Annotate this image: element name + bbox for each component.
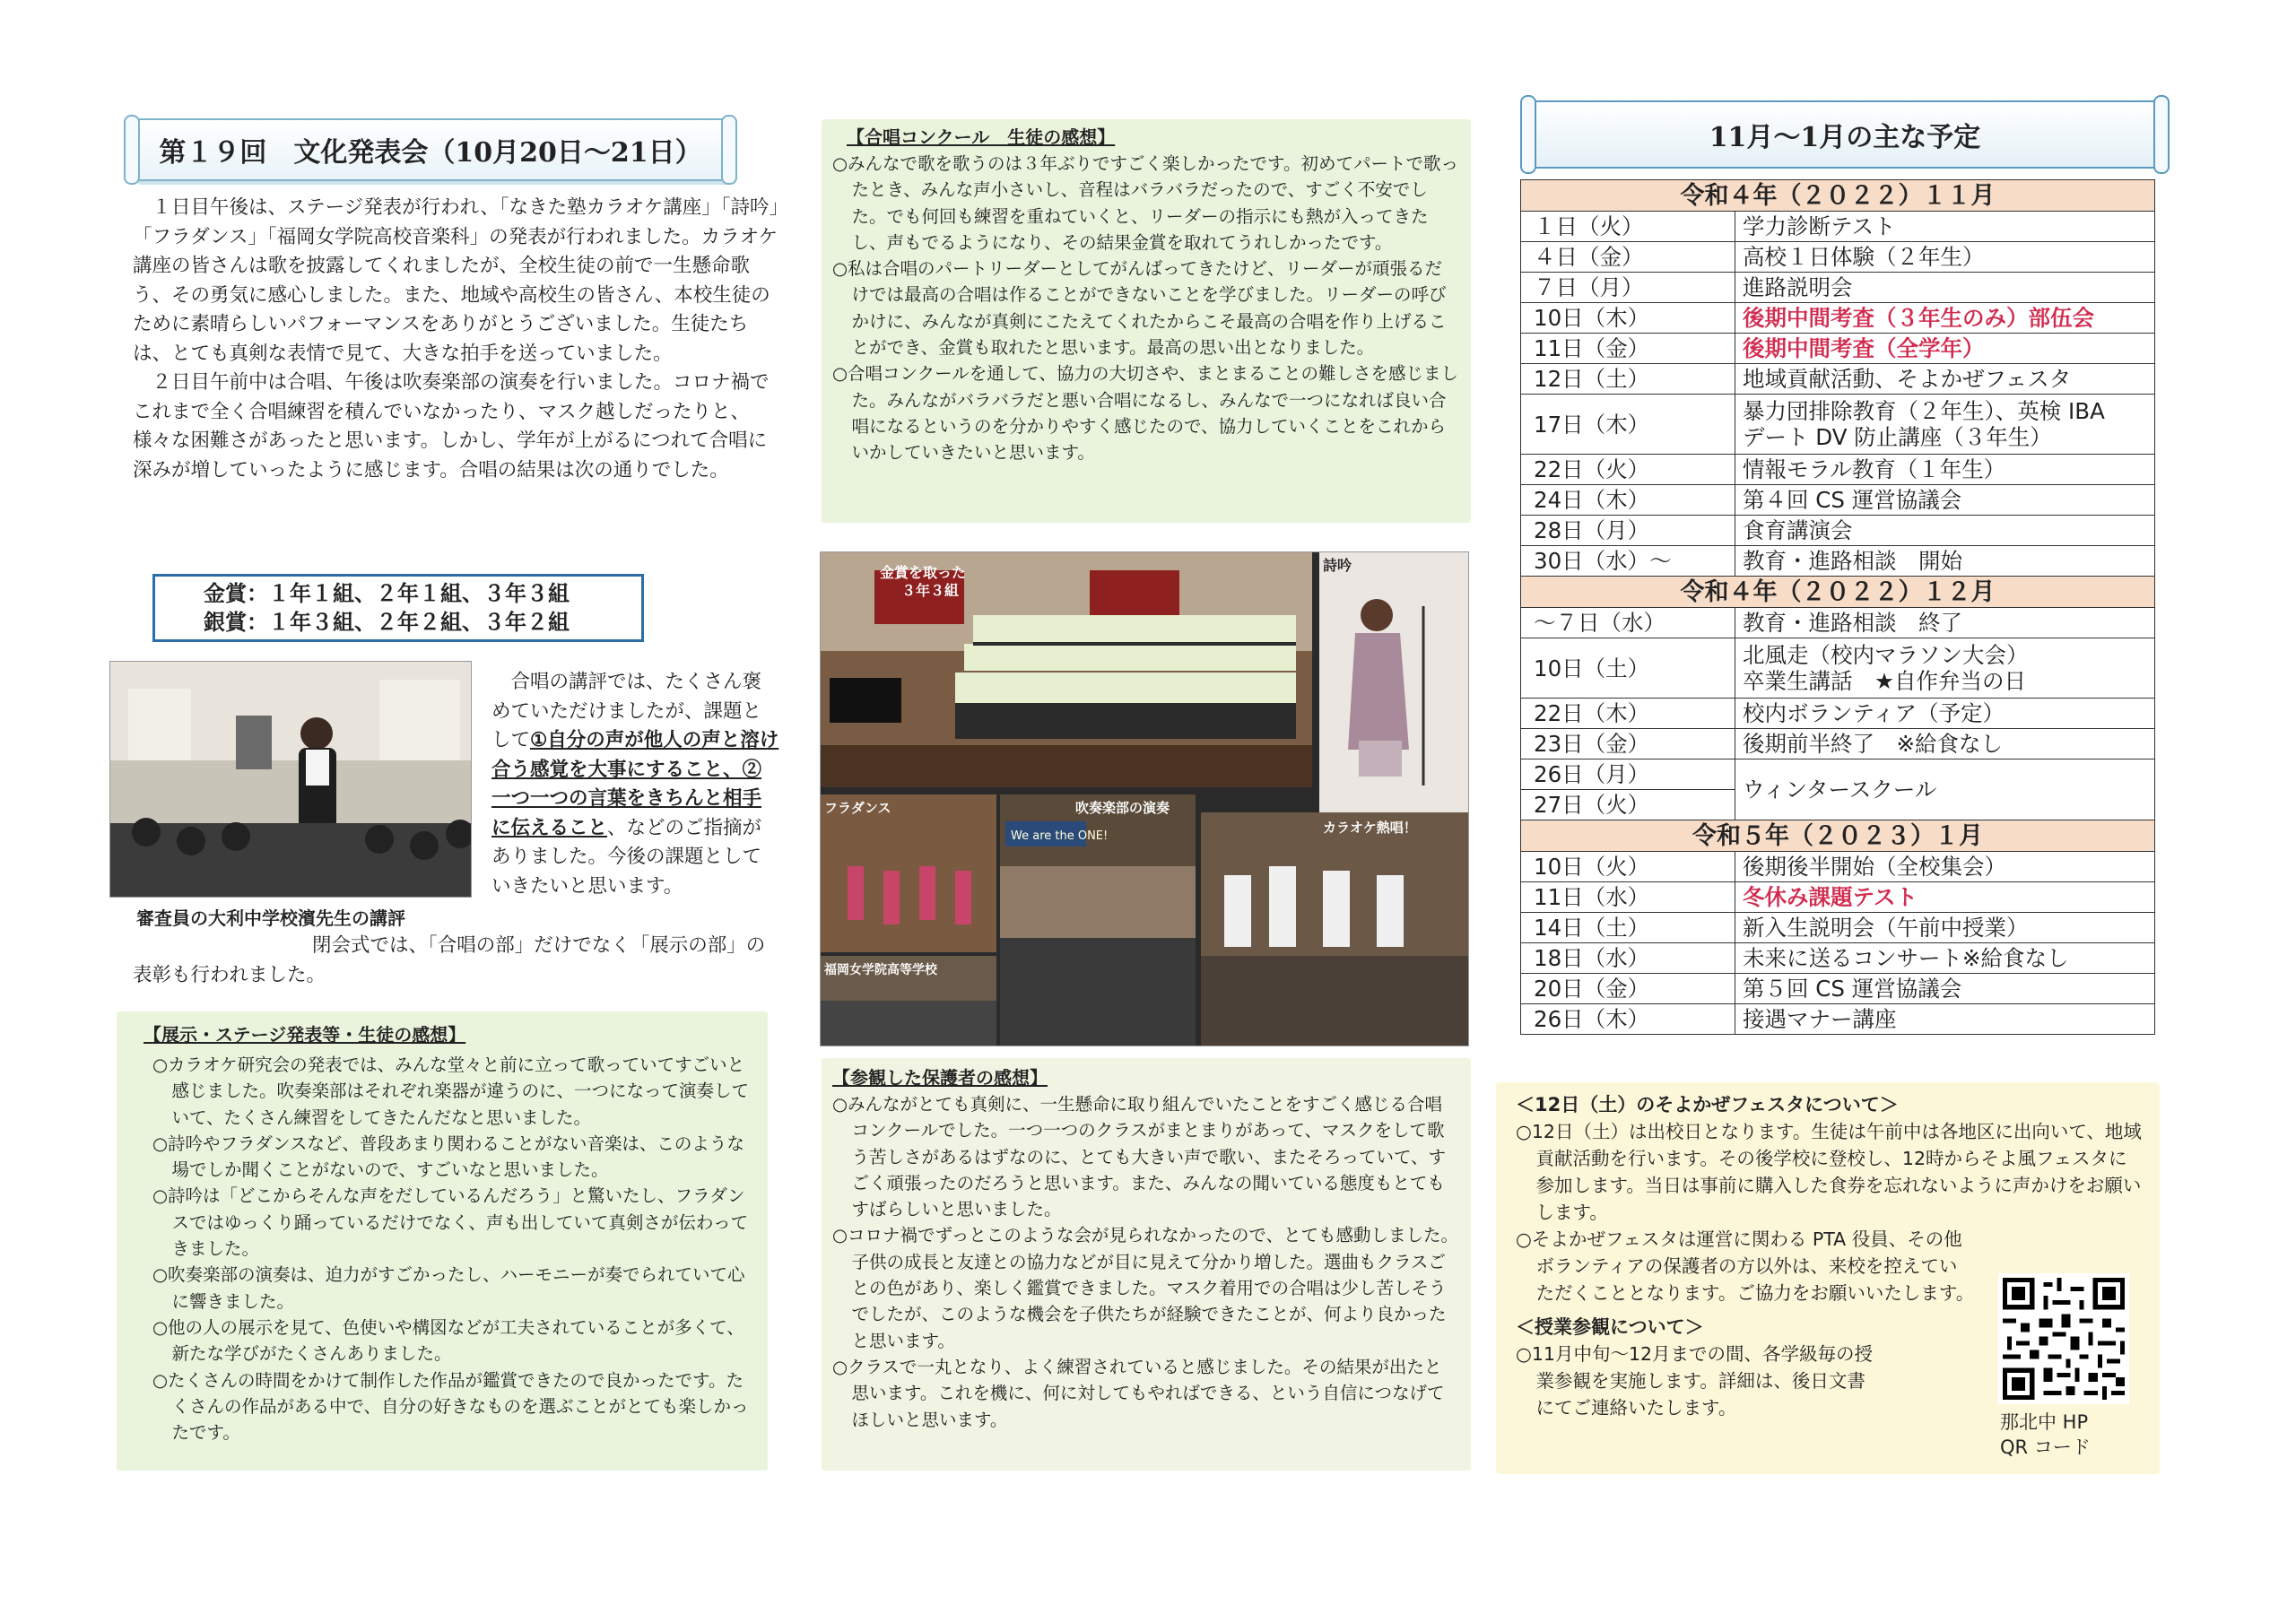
list-item: ○ 合唱コンクールを通して、協力の大切さや、まとまることの難しさを感じました。みんながバラバラだと悪い合唱になるし、みんなで一つになれば良い合唱になるというのを分かりやすく感じたので、協力していくことをこれからいかしていきたいと思います。: [832, 360, 1458, 465]
list-item: ○ 私は合唱のパートリーダーとしてがんばってきたけど、リーダーが頑張るだけでは最高の合唱は作ることができないことを学びました。リーダーの呼びかけに、みんなが真剣にこたえてくれたからこそ最高の合唱を作り上げることができ、金賞も取れたと思います。最高の思い出となりました。: [832, 256, 1458, 360]
stage-impressions-title: 【展示・ステージ発表等・生徒の感想】: [144, 1024, 466, 1046]
schedule-date: 11日（水）: [1521, 882, 1735, 913]
schedule-date: ～７日（水）: [1521, 608, 1735, 638]
schedule-date: 24日（木）: [1521, 485, 1735, 516]
review-text: [491, 668, 780, 901]
list-item: ○ 他の人の展示を見て、色使いや構図などが工夫されていることが多くて、新たな学びがたくさんありました。: [152, 1315, 752, 1367]
schedule-date: 26日（木）: [1521, 1004, 1735, 1035]
schedule-event-line: 卒業生講話 ★自作弁当の日: [1743, 668, 2026, 694]
schedule-event: 第５回 CS 運営協議会: [1735, 974, 2155, 1004]
list-item: ○ 11月中旬～12月までの間、各学級毎の授業参観を実施します。詳細は、後日文書にてご連絡いたします。: [1516, 1341, 1874, 1421]
schedule-event: 接遇マナー講座: [1735, 1004, 2155, 1035]
schedule-row: [1521, 364, 2155, 395]
silver-award: 銀賞：１年３組、２年２組、３年２組: [204, 610, 570, 635]
qr-caption: [2000, 1410, 2091, 1460]
festival-body: [133, 194, 780, 485]
list-item: ○ みんなで歌を歌うのは３年ぶりですごく楽しかったです。初めてパートで歌ったとき、みんな声小さいし、音程はバラバラだったので、すごく不安でした。でも何回も練習を重ねていくと、リーダーの指示にも熱が入ってきたし、声もでるようになり、その結果金賞を取れてうれしかったです。: [832, 151, 1458, 256]
schedule-title: [1529, 100, 2161, 169]
schedule-event: [1735, 638, 2155, 699]
schedule-row: [1521, 516, 2155, 546]
schedule-date: 10日（土）: [1521, 638, 1735, 699]
schedule-event: 新入生説明会（午前中授業）: [1735, 913, 2155, 943]
review-closing: 閉会式では、「合唱の部」だけでなく「展示の部」の表彰も行われました。: [133, 934, 766, 986]
schedule-row: [1521, 546, 2155, 577]
schedule-date: 12日（土）: [1521, 364, 1735, 395]
gold-photo-label-2: ３年３組: [901, 582, 960, 599]
karaoke-photo-label: カラオケ熱唱！: [1323, 820, 1417, 836]
schedule-event: 後期中間考査（全学年）: [1735, 334, 2155, 364]
schedule-row: [1521, 943, 2155, 974]
schedule-date: 22日（火）: [1521, 455, 1735, 485]
gold-award: 金賞：１年１組、２年１組、３年３組: [204, 581, 570, 606]
stage-impressions-box: [117, 1011, 768, 1471]
schedule-row: [1521, 455, 2155, 485]
photo-collage: [820, 551, 1469, 1046]
schedule-event: 進路説明会: [1735, 273, 2155, 303]
schedule-event: 未来に送るコンサート※給食なし: [1735, 943, 2155, 974]
festival-title-text: 第１９回 文化発表会（10月20日～21日）: [159, 137, 702, 169]
schedule-row: [1521, 882, 2155, 913]
schedule-date: 26日（月）: [1521, 759, 1735, 790]
shigin-photo-label: 詩吟: [1323, 557, 1352, 574]
judge-photo-illustration: [110, 662, 471, 897]
list-item: ○ そよかぜフェスタは運営に関わる PTA 役員、その他ボランティアの保護者の方以外は、来校を控えていただくこととなります。ご協力をお願いいたします。: [1516, 1226, 1976, 1306]
schedule-date: 27日（火）: [1521, 790, 1735, 820]
photo-collage-illustration: [821, 552, 1468, 1046]
qr-caption-line-2: QR コード: [2000, 1436, 2091, 1458]
schedule-event: 情報モラル教育（１年生）: [1735, 455, 2155, 485]
schedule-date: 17日（木）: [1521, 395, 1735, 455]
stage-impressions-list: [152, 1052, 752, 1445]
festa-notice-title: ＜12日（土）のそよかぜフェスタについて＞: [1516, 1094, 1899, 1115]
schedule-event: 地域貢献活動、そよかぜフェスタ: [1735, 364, 2155, 395]
schedule-event-line: デート DV 防止講座（３年生）: [1743, 424, 2052, 450]
list-item: ○ クラスで一丸となり、よく練習されていると感じました。その結果が出たと思います。これを機に、何に対してもやればできる、という自信につなげてほしいと思います。: [832, 1354, 1458, 1433]
review-before: 合唱の講評では、たくさん褒めていただけましたが、課題として: [491, 671, 762, 751]
schedule-row: [1521, 1004, 2155, 1035]
list-item: ○ コロナ禍でずっとこのような会が見られなかったので、とても感動しました。子供の成長と友達との協力などが目に見えて分かり増した。選曲もクラスごとの色があり、楽しく鑑賞できました。マスク着用での合唱は少し苦しそうでしたが、このような機会を子供たちが経験できたことが、何より良かったと思います。: [832, 1222, 1458, 1353]
festival-title: [133, 118, 728, 181]
schedule-month-header: [1521, 180, 2155, 212]
schedule-row: [1521, 395, 2155, 455]
schedule-row: [1521, 212, 2155, 242]
schedule-row: [1521, 273, 2155, 303]
band-photo-label: 吹奏楽部の演奏: [1075, 800, 1170, 816]
schedule-date: ７日（月）: [1521, 273, 1735, 303]
parent-impressions-list: [832, 1091, 1458, 1433]
schedule-month-label: 令和４年（２０２２）１１月: [1521, 180, 2155, 212]
banner-text: We are the ONE!: [1011, 829, 1109, 843]
schedule-title-text: 11月～1月の主な予定: [1709, 122, 1981, 153]
schedule-event: 後期中間考査（３年生のみ）部伍会: [1735, 303, 2155, 334]
list-item: ○ カラオケ研究会の発表では、みんな堂々と前に立って歌っていてすごいと感じました。吹奏楽部はそれぞれ楽器が違うのに、一つになって演奏していて、たくさん練習をしてきたんだなと思いました。: [152, 1052, 752, 1131]
schedule-event: ウィンタースクール: [1735, 759, 2155, 820]
chorus-impressions-list: [832, 151, 1458, 466]
schedule-row: [1521, 303, 2155, 334]
schedule-row: [1521, 759, 2155, 790]
schedule-event: 教育・進路相談 開始: [1735, 546, 2155, 577]
schedule-date: 20日（金）: [1521, 974, 1735, 1004]
schedule-date: ４日（金）: [1521, 242, 1735, 273]
schedule-event: 学力診断テスト: [1735, 212, 2155, 242]
schedule-event: [1735, 395, 2155, 455]
schedule-row: [1521, 485, 2155, 516]
schedule-row: [1521, 334, 2155, 364]
schedule-event: 校内ボランティア（予定）: [1735, 699, 2155, 729]
parent-impressions-box: [822, 1058, 1471, 1471]
schedule-row: [1521, 699, 2155, 729]
qr-code[interactable]: [1998, 1273, 2129, 1404]
schedule-date: 22日（木）: [1521, 699, 1735, 729]
festival-paragraph-2: ２日目午前中は合唱、午後は吹奏楽部の演奏を行いました。コロナ禍でこれまで全く合唱練習を積んでいなかったり、マスク越しだったりと、様々な困難さがあったと思います。しかし、学年が上がるにつれて合唱に深みが増していったように感じます。合唱の結果は次の通りでした。: [133, 371, 770, 482]
list-item: ○ 詩吟やフラダンスなど、普段あまり関わることがない音楽は、このような場でしか聞くことがないので、すごいなと思いました。: [152, 1131, 752, 1184]
review-after: 、などのご指摘がありました。今後の課題としていきたいと思います。: [491, 816, 762, 898]
schedule-event: 教育・進路相談 終了: [1735, 608, 2155, 638]
review-underline: ①自分の声が他人の声と溶け合う感覚を大事にすること、②一つ一つの言葉をきちんと相手に伝えること: [491, 729, 779, 839]
schedule-event: 食育講演会: [1735, 516, 2155, 546]
schedule-event: 高校１日体験（２年生）: [1735, 242, 2155, 273]
visit-notice-title: ＜授業参観について＞: [1516, 1316, 1704, 1338]
schedule-month-header: [1521, 820, 2155, 852]
qr-caption-line-1: 那北中 HP: [2000, 1411, 2089, 1433]
qr-code-icon: [1998, 1273, 2129, 1404]
visit-notice-list: [1516, 1341, 1874, 1421]
chorus-impressions-box: [822, 119, 1471, 523]
festival-paragraph-1: １日目午後は、ステージ発表が行われ、「なきた塾カラオケ講座」「詩吟」「フラダンス」「福岡女学院高校音楽科」の発表が行われました。カラオケ講座の皆さんは歌を披露してくれましたが、全校生徒の前で一生懸命歌う、その勇気に感心しました。また、地域や高校生の皆さん、本校生徒のために素晴らしいパフォーマンスをありがとうございました。生徒たちは、とても真剣な表情で見て、大きな拍手を送っていました。: [133, 196, 779, 365]
schedule-month-label: 令和４年（２０２２）１２月: [1521, 577, 2155, 608]
schedule-row: [1521, 242, 2155, 273]
schedule-month-header: [1521, 577, 2155, 608]
judge-caption: 審査員の大利中学校濱先生の講評: [136, 907, 405, 929]
schedule-date: 11日（金）: [1521, 334, 1735, 364]
schedule-event: 後期前半終了 ※給食なし: [1735, 729, 2155, 759]
schedule-row: [1521, 913, 2155, 943]
schedule-date: 30日（水）～: [1521, 546, 1735, 577]
parent-impressions-title: 【参観した保護者の感想】: [832, 1067, 1048, 1089]
schedule-row: [1521, 638, 2155, 699]
schedule-date: 18日（水）: [1521, 943, 1735, 974]
schedule-event-line: 北風走（校内マラソン大会）: [1743, 642, 2029, 668]
schedule-month-label: 令和５年（２０２３）１月: [1521, 820, 2155, 852]
schedule-row: [1521, 729, 2155, 759]
schedule-table: [1520, 179, 2155, 1035]
schedule-date: 14日（土）: [1521, 913, 1735, 943]
list-item: ○ みんながとても真剣に、一生懸命に取り組んでいたことをすごく感じる合唱コンクールでした。一つ一つのクラスがまとまりがあって、マスクをして歌う苦しさがあるはずなのに、とても大きい声で歌い、またそろっていて、すごく頑張ったのだろうと思います。また、みんなの聞いている態度もとてもすばらしいと思いました。: [832, 1091, 1458, 1222]
schedule-event: 第４回 CS 運営協議会: [1735, 485, 2155, 516]
list-item: ○ 12日（土）は出校日となります。生徒は午前中は各地区に出向いて、地域貢献活動を行います。その後学校に登校し、12時からそよ風フェスタに参加します。当日は事前に購入した食券を忘れないように声かけをお願いします。: [1516, 1118, 2144, 1226]
award-box: [152, 574, 644, 642]
chorus-impressions-title: 【合唱コンクール 生徒の感想】: [847, 126, 1116, 148]
gold-photo-label-1: 金賞を取った: [880, 564, 967, 581]
fukujo-photo-label: 福岡女学院高等学校: [824, 963, 937, 977]
schedule-row: [1521, 852, 2155, 882]
judge-photo: [109, 661, 472, 898]
schedule-date: １日（火）: [1521, 212, 1735, 242]
list-item: ○ 吹奏楽部の演奏は、迫力がすごかったし、ハーモニーが奏でられていて心に響きました。: [152, 1262, 752, 1315]
schedule-event-line: 暴力団排除教育（２年生）、英検 IBA: [1743, 398, 2105, 424]
schedule-row: [1521, 974, 2155, 1004]
schedule-date: 10日（木）: [1521, 303, 1735, 334]
schedule-row: [1521, 608, 2155, 638]
list-item: ○ 詩吟は「どこからそんな声をだしているんだろう」と驚いたし、フラダンスではゆっくり踊っているだけでなく、声も出していて真剣さが伝わってきました。: [152, 1183, 752, 1262]
schedule-event: 後期後半開始（全校集会）: [1735, 852, 2155, 882]
list-item: ○ たくさんの時間をかけて制作した作品が鑑賞できたので良かったです。たくさんの作品がある中で、自分の好きなものを選ぶことがとても楽しかったです。: [152, 1367, 752, 1446]
schedule-date: 23日（金）: [1521, 729, 1735, 759]
schedule-event: 冬休み課題テスト: [1735, 882, 2155, 913]
schedule-date: 28日（月）: [1521, 516, 1735, 546]
schedule-date: 10日（火）: [1521, 852, 1735, 882]
hula-photo-label: フラダンス: [824, 800, 891, 816]
